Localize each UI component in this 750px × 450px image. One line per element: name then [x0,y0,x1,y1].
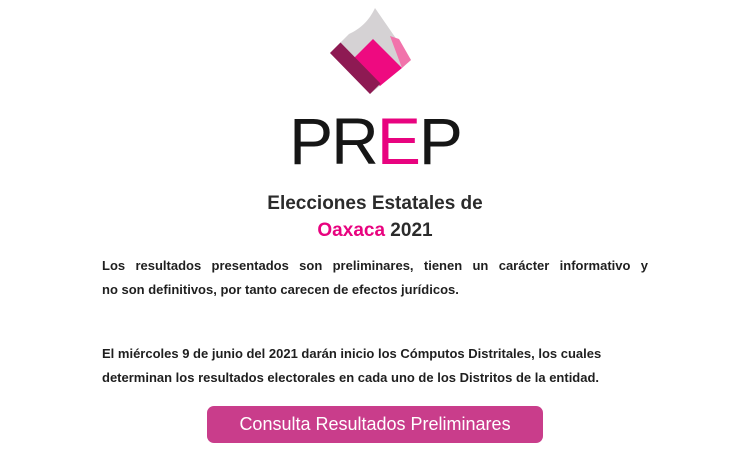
wordmark-part2: P [418,104,461,178]
prep-diamond-logo-icon [328,8,416,100]
prep-wordmark [0,104,750,178]
disclaimer-line2: no son definitivos, por tanto carecen de efectos jurídicos. [102,281,459,297]
schedule-line2: determinan los resultados electorales en cada uno de los Distritos de la entidad. [102,369,600,385]
wordmark-accent-letter: E [376,104,419,178]
election-year: 2021 [385,220,433,241]
election-title-line1: Elecciones Estatales de [267,193,483,214]
election-title [0,190,750,244]
election-title-line2 [0,217,750,244]
schedule-paragraph [102,342,648,389]
consulta-resultados-button[interactable]: Consulta Resultados Preliminares [207,406,543,443]
election-state: Oaxaca [317,220,386,241]
disclaimer-line1: Los resultados presentados son preliminares, tienen un carácter informativo y [102,258,648,273]
schedule-line1: El miércoles 9 de junio del 2021 darán inicio los Cómputos Distritales, los cuales [102,346,602,361]
disclaimer-paragraph [102,254,648,301]
wordmark-part1: PR [289,104,377,178]
